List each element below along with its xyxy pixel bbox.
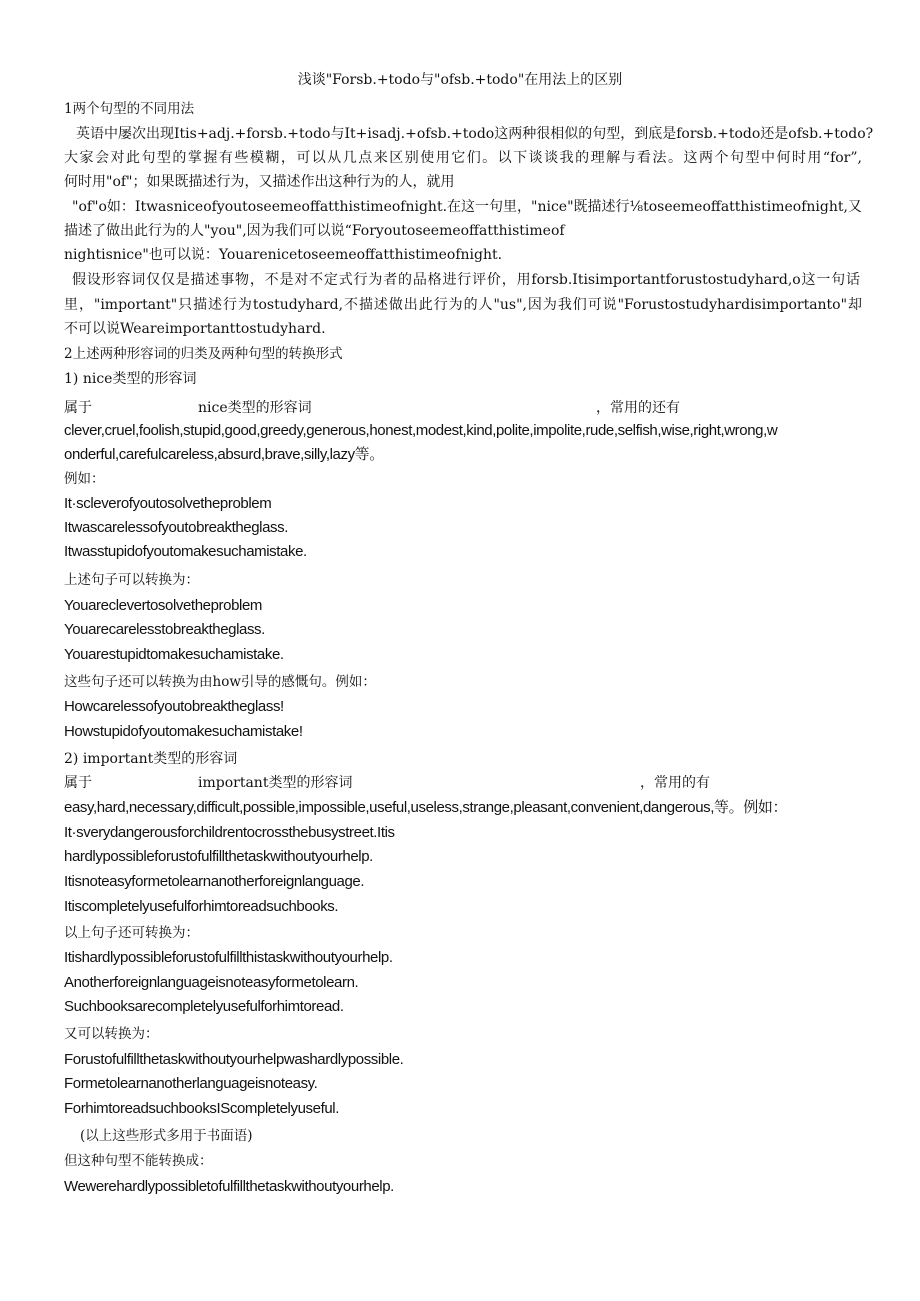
example-sentence: Itiscompletelyusefulforhimtoreadsuchbooks. [64, 898, 339, 915]
example-sentence: Howstupidofyoutomakesuchamistake! [64, 723, 303, 740]
paragraph-line: 不可以说Weareimportanttostudyhard. [64, 321, 326, 337]
inline-text: nice类型的形容词 [198, 400, 312, 416]
example-sentence: Suchbooksarecompletelyusefulforhimtoread. [64, 998, 344, 1015]
inline-text: 属于 [64, 400, 92, 416]
example-sentence: ForhimtoreadsuchbooksIScompletelyuseful. [64, 1100, 339, 1117]
example-sentence: Youarecarelesstobreaktheglass. [64, 621, 265, 638]
paragraph-line: 这些句子还可以转换为由how引导的感慨句。例如： [64, 674, 376, 690]
example-sentence: Youareclevertosolvetheproblem [64, 597, 262, 614]
word-list-line: onderful,carefulcareless,absurd,brave,silly,lazy等。 [64, 446, 384, 463]
inline-text: ，常用的还有 [596, 400, 680, 416]
example-sentence: Formetolearnanotherlanguageisnoteasy. [64, 1075, 318, 1092]
example-sentence: Itwascarelessofyoutobreaktheglass. [64, 519, 289, 536]
example-sentence: It·scleverofyoutosolvetheproblem [64, 495, 272, 512]
example-sentence: Forustofulfillthetaskwithoutyourhelpwashardlypossible. [64, 1051, 404, 1068]
section-heading-2: 2上述两种形容词的归类及两种句型的转换形式 [64, 346, 343, 362]
word-list-line: clever,cruel,foolish,stupid,good,greedy,generous,honest,modest,kind,polite,impolite,rude,selfish,wise,right,wrong,w [64, 422, 778, 439]
paragraph-line: 英语中屡次出现Itis+adj.+forsb.+todo与It+isadj.+ofsb.+todo这两种很相似的句型，到底是forsb.+todo还是ofsb.+todo? [76, 126, 874, 142]
example-sentence: It·sverydangerousforchildrentocrossthebusystreet.Itis [64, 824, 395, 841]
paragraph-line: "of"o如：Itwasniceofyoutoseemeoffatthistimeofnight.在这一句里，"nice"既描述行⅛toseemeoffatthistimeofnight,又 [72, 199, 862, 215]
example-label: 例如： [64, 471, 105, 487]
paragraph-line: 上述句子可以转换为： [64, 572, 199, 588]
example-sentence: Anotherforeignlanguageisnoteasyformetolearn. [64, 974, 359, 991]
example-sentence: Itisnoteasyformetolearnanotherforeignlanguage. [64, 873, 365, 890]
paragraph-line: nightisnice"也可以说：Youarenicetoseemeoffatthistimeofnight. [64, 247, 503, 263]
example-sentence: Itwasstupidofyoutomakesuchamistake. [64, 543, 307, 560]
note-line: (以上这些形式多用于书面语) [80, 1128, 253, 1144]
example-sentence: Wewerehardlypossibletofulfillthetaskwithoutyourhelp. [64, 1178, 394, 1195]
paragraph-line: 描述了做出此行为的人"you",因为我们可以说“Foryoutoseemeoffatthistimeof [64, 223, 565, 239]
page-title: 浅谈"Forsb.+todo与"ofsb.+todo"在用法上的区别 [297, 72, 623, 88]
paragraph-line: 又可以转换为： [64, 1026, 159, 1042]
inline-text: important类型的形容词 [198, 775, 353, 791]
paragraph-line: 假设形容词仅仅是描述事物，不是对不定式行为者的品格进行评价，用forsb.Itisimportantforustostudyhard,o这一句话 [72, 272, 860, 288]
example-sentence: Itishardlypossibleforustofulfillthistaskwithoutyourhelp. [64, 949, 393, 966]
paragraph-line: 以上句子还可转换为： [64, 925, 199, 941]
example-sentence: Howcarelessofyoutobreaktheglass! [64, 698, 284, 715]
inline-text: 属于 [64, 775, 92, 791]
paragraph-line: 何时用"of"；如果既描述行为，又描述作出这种行为的人，就用 [64, 174, 455, 190]
inline-text: ，常用的有 [640, 775, 710, 791]
paragraph-line: 但这种句型不能转换成： [64, 1153, 213, 1169]
example-sentence: hardlypossibleforustofulfillthetaskwithoutyourhelp. [64, 848, 373, 865]
paragraph-line: 里，"important"只描述行为tostudyhard,不描述做出此行为的人"us",因为我们可说"Forustostudyhardisimportanto"却 [64, 297, 862, 313]
subsection-heading: 2) important类型的形容词 [64, 751, 238, 767]
example-sentence: Youarestupidtomakesuchamistake. [64, 646, 284, 663]
word-list-line: easy,hard,necessary,difficult,possible,impossible,useful,useless,strange,pleasant,convenient,dangerous,等。例如： [64, 799, 788, 816]
paragraph-line: 大家会对此句型的掌握有些模糊，可以从几点来区别使用它们。以下谈谈我的理解与看法。这两个句型中何时用“for”, [64, 150, 862, 166]
section-heading-1: 1两个句型的不同用法 [64, 101, 195, 117]
subsection-heading: 1) nice类型的形容词 [64, 371, 197, 387]
